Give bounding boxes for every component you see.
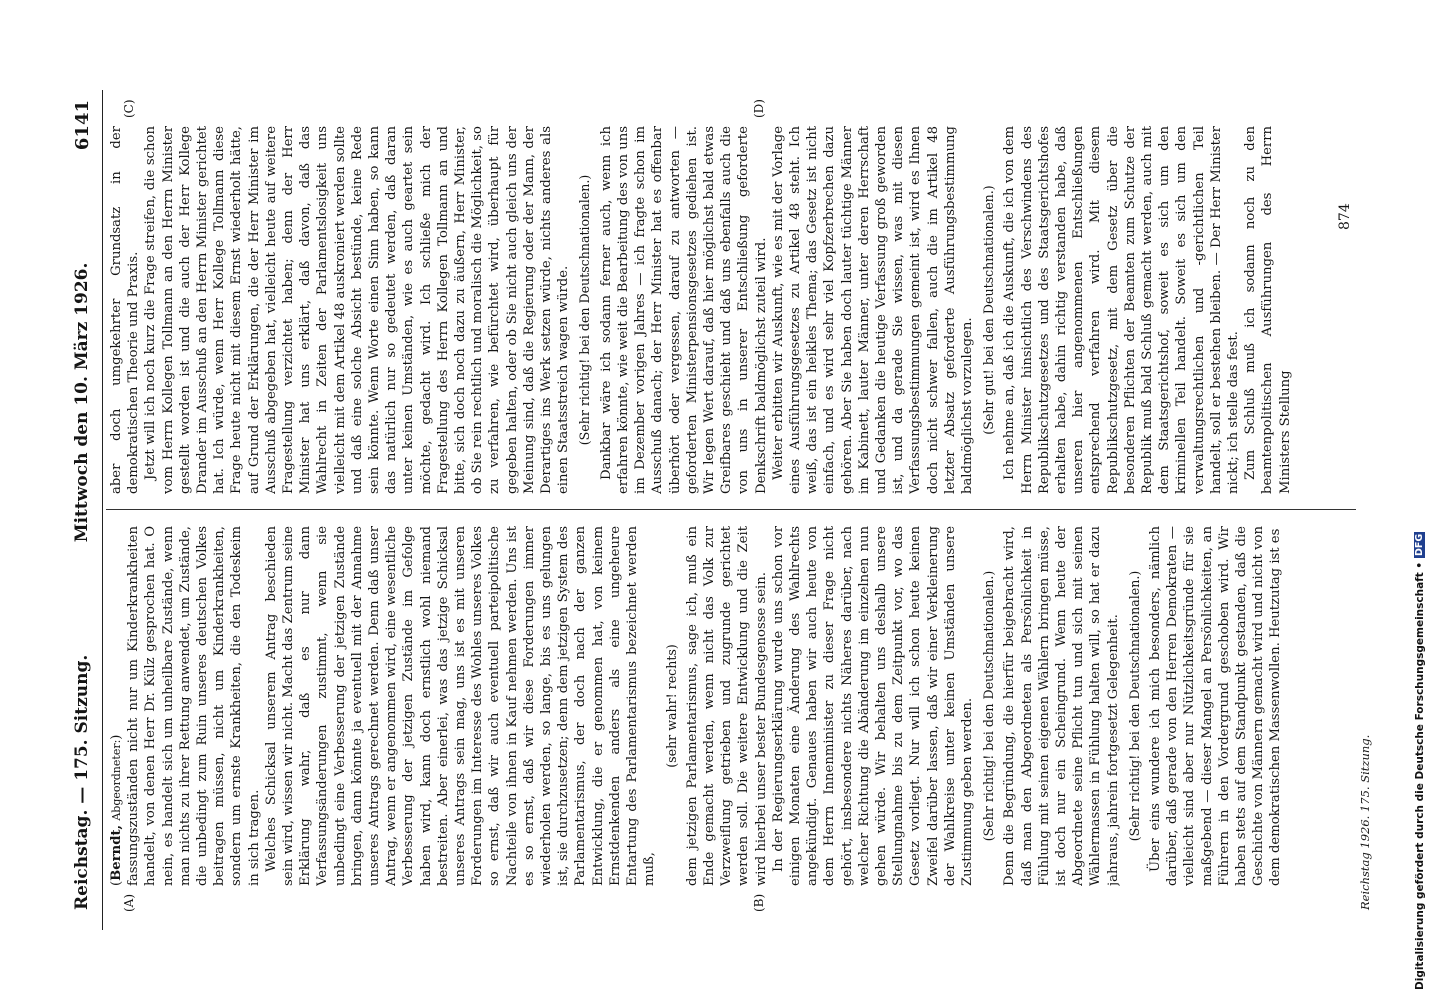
right-column <box>108 126 1358 494</box>
margin-mark-c: (C) <box>122 99 136 118</box>
paragraph: Denn die Begründung, die hierfür beigebracht wird, daß man den Abgeordneten als Persönlichkeit in Fühlung mit seinen eigenen Wählern bringen müsse, ist doch nur ein Scheingrund. Wenn heute der Abgeordnete seine Pflicht tun und sich mit seinen Wählermassen in Fühlung halten will, so hat er dazu jahraus, jahrein fortgesetzt Gelegenheit. <box>1002 526 1121 886</box>
footer-signature: 874 <box>1337 203 1353 230</box>
left-column <box>108 526 1358 886</box>
interjection: (Sehr gut! bei den Deutschnationalen.) <box>981 185 997 435</box>
paragraph: In der Regierungserklärung wurde uns schon vor einigen Monaten eine Änderung des Wahlrechts angekündigt. Genaues haben wir auch heute von dem Herrn Innenminister zu dieser Frage nicht gehört, insbesondere nichts Näheres darüber, nach welcher Richtung die Abänderung im einzelnen nun gehen würde. Wir behalten uns deshalb unsere Stellungnahme bis zu dem Zeitpunkt vor, wo das Gesetz vorliegt. Nur will ich schon heute keinen Zweifel darüber lassen, daß wir einer Verkleinerung der Wahlkreise unter keinen Umständen unsere Zustimmung geben werden. <box>770 526 975 886</box>
paragraph: Zum Schluß muß ich sodann noch zu den beamtenpolitischen Ausführungen des Herrn Ministers Stellung <box>1243 126 1293 494</box>
page-header <box>62 90 103 930</box>
header-left: Reichstag. — 175. Sitzung. <box>72 654 92 910</box>
interjection: (Sehr richtig! bei den Deutschnationalen.) <box>577 174 593 446</box>
margin-mark-a: (A) <box>122 893 136 912</box>
dfg-logo: DFG <box>1414 534 1425 557</box>
speaker-name: Berndt, <box>109 824 124 881</box>
paragraph: Dankbar wäre ich sodann ferner auch, wenn ich erfahren könnte, wie weit die Bearbeitung des von uns im Dezember vorigen Jahres — ich fragte schon im Ausschuß danach; der Herr Minister hat es offenbar überhört oder vergessen, darauf zu antworten — geforderten Ministerpensionsgesetzes gediehen ist. Wir legen Wert darauf, daß hier möglichst bald etwas Greifbares geschieht und daß uns ebenfalls auch die von uns in unserer Entschließung geforderte Denkschrift baldmöglichst zuteil wird. <box>598 126 769 494</box>
interjection: (Sehr richtig! bei den Deutschnationalen.) <box>981 570 997 842</box>
paragraph: Jetzt will ich noch kurz die Frage streifen, die schon vom Herrn Kollegen Tollmann an den Herrn Minister gestellt worden ist und die auch der Herr Kollege Drander im Ausschuß an den Herrn Minister gerichtet hat. Ich würde, wenn Herr Kollege Tollmann diese Frage heute nicht mit diesem Ernst wiederholt hätte, auf Grund der Erklärungen, die der Herr Minister im Ausschuß abgegeben hat, vielleicht heute auf weitere Fragestellung verzichtet haben; denn der Herr Minister hat uns erklärt, daß davon, daß das Wahlrecht in Zeiten der Parlamentslosigkeit uns vielleicht mit dem Artikel 48 auskroniert werden sollte und daß eine solche Absicht bestünde, keine Rede sein könnte. Wenn Worte einen Sinn haben, so kann das natürlich nur so gedeutet werden, daß daran unter keinen Umständen, wie es auch geartet sein möchte, gedacht wird. Ich schließe mich der Fragestellung des Herrn Kollegen Tollmann an und bitte, sich doch noch dazu zu äußern, Herr Minister, ob Sie rein rechtlich und moralisch die Möglichkeit, so zu verfahren, wie befürchtet wird, überhaupt für gegeben halten, oder ob Sie nicht auch gleich uns der Meinung sind, daß die Regierung oder der Mann, der Derartiges ins Werk setzen würde, nichts anderes als einen Staatsstreich wagen würde. <box>143 126 572 494</box>
paragraph: dem jetzigen Parlamentarismus, sage ich, muß ein Ende gemacht werden, wenn nicht das Volk zur Verzweiflung getrieben und zugrunde gerichtet werden soll. Die weitere Entwicklung und die Zeit wird hierbei unser bester Bundesgenosse sein. <box>684 526 769 886</box>
paragraph: Über eins wundere ich mich besonders, nämlich darüber, daß gerade von den Herren Demokraten — vielleicht sind aber nur Nützlichkeitsgründe für sie maßgebend — dieser Mangel an Persönlichkeiten, an Führern in den Vordergrund geschoben wird. Wir haben stets auf dem Standpunkt gestanden, daß die Geschichte von Männern gemacht wird und nicht von dem demokratischen Massenwollen. Heutzutag ist es <box>1147 526 1284 886</box>
paragraph: fassungszuständen nicht nur um Kinderkrankheiten handelt, von denen Herr Dr. Külz gesprochen hat. O nein, es handelt sich um unheilbare Zustände, wenn man nichts zu ihrer Rettung anwendet, um Zustände, die unbedingt zum Ruin unseres deutschen Volkes beitragen müssen, nicht um Kinderkrankheiten, sondern um ernste Krankheiten, die den Todeskeim in sich tragen. <box>126 526 262 886</box>
footer-session: Reichstag 1926. 175. Sitzung. <box>1358 734 1372 910</box>
digitization-note: Digitalisierung gefördert durch die Deutsche Forschungsgemeinschaft • DFG <box>1414 534 1426 990</box>
page-number: 6141 <box>71 100 93 151</box>
speaker-line: (Berndt, Abgeordneter:) <box>109 734 124 886</box>
digitization-text: Digitalisierung gefördert durch die Deutsche Forschungsgemeinschaft <box>1414 572 1426 990</box>
paragraph: Weiter erbitten wir Auskunft, wie es mit der Vorlage eines Ausführungsgesetzes zu Artikel 48 steht. Ich weiß, das ist ein heikles Thema; das Gesetz ist nicht einfach, und es wird sehr viel Kopfzerbrechen dazu gehören. Aber Sie haben doch lauter tüchtige Männer im Kabinett, lauter Männer, unter deren Herrschaft und Gedanken die heutige Verfassung groß geworden ist, und da gerade Sie wissen, was mit diesen Verfassungsbestimmungen gemeint ist, wird es Ihnen doch nicht schwer fallen, auch die im Artikel 48 letzter Absatz geforderte Ausführungsbestimmung baldmöglichst vorzulegen. <box>770 126 975 494</box>
paragraph: aber doch umgekehrter Grundsatz in der demokratischen Theorie und Praxis. <box>109 126 142 494</box>
interjection: (Sehr richtig! bei den Deutschnationalen.) <box>1126 570 1142 842</box>
column-divider <box>106 509 1356 510</box>
margin-mark-b: (B) <box>752 893 766 912</box>
speaker-note: Abgeordneter: <box>110 739 123 821</box>
paragraph: Welches Schicksal unserem Antrag beschieden sein wird, wissen wir nicht. Macht das Zentrum seine Erklärung wahr, daß es nur dann Verfassungsänderungen zustimmt, wenn sie unbedingt eine Verbesserung der jetzigen Zustände bringen, dann könnte ja eventuell mit der Annahme unseres Antrags gerechnet werden. Denn daß unser Antrag, wenn er angenommen wird, eine wesentliche Verbesserung der jetzigen Zustände im Gefolge haben wird, kann doch ernstlich wohl niemand bestreiten. Aber einerlei, was das jetzige Schicksal unseres Antrags sein mag, uns ist es mit unseren Forderungen im Interesse des Wohles unseres Volkes so ernst, daß wir auch eventuell parteipolitische Nachteile von ihnen in Kauf nehmen werden. Uns ist es so ernst, daß wir diese Forderungen immer wiederholen werden, so lange, bis es uns gelungen ist, sie durchzusetzen; denn dem jetzigen System des Parlamentarismus, der doch nach der ganzen Entwicklung, die er genommen hat, von keinem Ernstdenkenden anders als eine ungeheure Entartung des Parlamentarismus bezeichnet werden muß, <box>263 526 658 886</box>
interjection: (sehr wahr! rechts) <box>663 644 679 768</box>
header-date: Mittwoch den 10. März 1926. <box>72 262 92 543</box>
paragraph: Ich nehme an, daß ich die Auskunft, die ich von dem Herrn Minister hinsichtlich des Verschwindens des Republikschutzgesetzes und des Staatsgerichtshofes erhalten habe, dahin richtig verstanden habe, daß unseren hier angenommenen Entschließungen entsprechend verfahren wird. Mit diesem Republikschutzgesetz, mit dem Gesetz über die besonderen Pflichten der Beamten zum Schutze der Republik muß bald Schluß gemacht werden, auch mit dem Staatsgerichtshof, soweit es sich um den kriminellen Teil handelt. Soweit es sich um den verwaltungsrechtlichen und -gerichtlichen Teil handelt, soll er bestehen bleiben. — Der Herr Minister nickt; ich stelle das fest. <box>1002 126 1241 494</box>
document-sheet <box>62 90 1372 930</box>
margin-mark-d: (D) <box>752 99 766 118</box>
